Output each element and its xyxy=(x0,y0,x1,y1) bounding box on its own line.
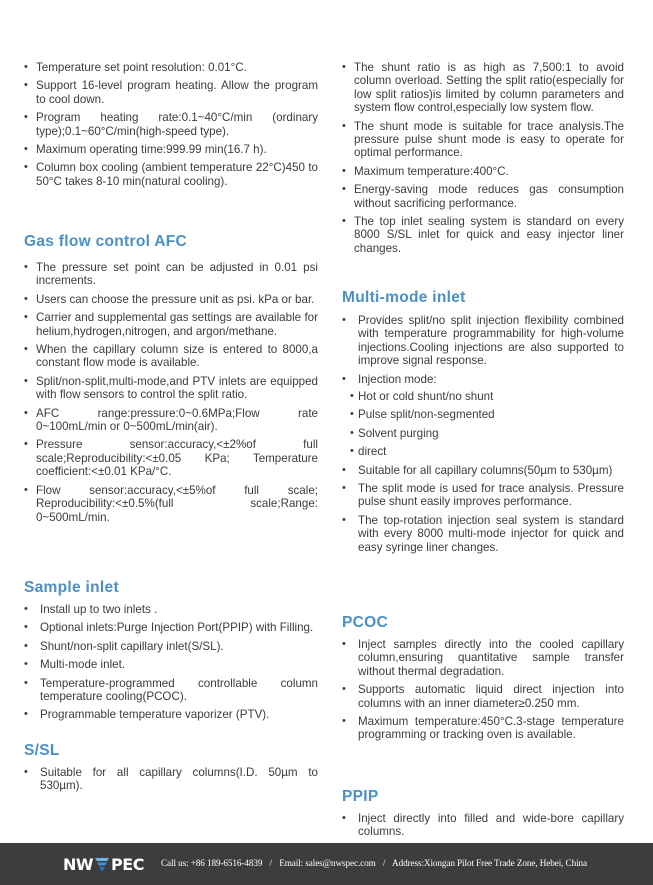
logo-text-left: NW xyxy=(63,854,94,874)
separator: / xyxy=(269,858,272,868)
list-item: • Install up to two inlets . xyxy=(24,603,318,616)
injection-mode-label: Injection mode: xyxy=(358,372,437,386)
list-item: • Pressure sensor:accuracy,<±2%of full scale;Reproducibility:<±0.05 KPa; Temperature coefficient:<±0.01 KPa/°C. xyxy=(24,438,318,478)
injection-mode-item: • Hot or cold shunt/no shunt xyxy=(342,390,624,403)
list-item: • Multi-mode inlet. xyxy=(24,658,318,671)
list-item: • Carrier and supplemental gas settings are available for helium,hydrogen,nitrogen, and argon/methane. xyxy=(24,311,318,338)
phone-text[interactable]: Call us: +86 189-6516-4839 xyxy=(161,858,263,868)
list-item: • Column box cooling (ambient temperature 22°C)450 to 50°C takes 8-10 min(natural cooling). xyxy=(24,161,318,188)
multimode-heading: Multi-mode inlet xyxy=(342,289,466,306)
list-item xyxy=(342,373,624,459)
afc-list xyxy=(24,261,318,524)
list-item: • Maximum temperature:450°C.3-stage temperature programming or tracking oven is available. xyxy=(342,715,624,742)
list-item: • Maximum operating time:999.99 min(16.7 h). xyxy=(24,143,318,156)
list-item: • The split mode is used for trace analysis. Pressure pulse shunt easily improves performance. xyxy=(342,482,624,509)
afc-heading: Gas flow control AFC xyxy=(24,233,188,250)
list-item: • Inject samples directly into the cooled capillary column,ensuring quantitative sample transfer without thermal degradation. xyxy=(342,638,624,678)
ssl-continued-list xyxy=(342,61,624,255)
multimode-section xyxy=(342,289,624,559)
list-item: • Programmable temperature vaporizer (PTV). xyxy=(24,708,318,721)
ssl-list xyxy=(24,766,318,793)
company-logo xyxy=(63,855,144,873)
list-item: • The shunt ratio is as high as 7,500:1 to avoid column overload. Setting the split ratio(especially for low split ratios)is limited by column parameters and system flow control,especially low system flow. xyxy=(342,61,624,115)
sample-inlet-section xyxy=(24,579,318,727)
list-item: • Suitable for all capillary columns(I.D. 50µm to 530µm). xyxy=(24,766,318,793)
injection-mode-item: • Pulse split/non-segmented xyxy=(342,408,624,421)
pcoc-heading: PCOC xyxy=(342,614,388,631)
injection-mode-list xyxy=(342,390,624,459)
pcoc-list xyxy=(342,638,624,742)
list-item: • Maximum temperature:400°C. xyxy=(342,165,624,178)
oven-list xyxy=(24,61,318,188)
ssl-section xyxy=(24,742,318,798)
ppip-heading: PPIP xyxy=(342,788,379,805)
injection-mode-item: • direct xyxy=(342,445,624,458)
logo-text-right: PEC xyxy=(111,854,144,874)
list-item: • Supports automatic liquid direct injection into columns with an inner diameter≥0.250 mm. xyxy=(342,683,624,710)
afc-section xyxy=(24,233,318,529)
ppip-section xyxy=(342,788,624,844)
list-item: • Temperature-programmed controllable column temperature cooling(PCOC). xyxy=(24,677,318,704)
footer-bar xyxy=(0,843,653,885)
funnel-s-icon xyxy=(94,856,110,872)
sample-inlet-list xyxy=(24,603,318,722)
list-item: • Suitable for all capillary columns(50µm to 530µm) xyxy=(342,464,624,477)
ssl-continued-section xyxy=(342,61,624,260)
injection-mode-item: • Solvent purging xyxy=(342,427,624,440)
list-item: • The top inlet sealing system is standard on every 8000 S/SL inlet for quick and easy injector liner changes. xyxy=(342,215,624,255)
contact-info xyxy=(161,858,587,868)
list-item: • Split/non-split,multi-mode,and PTV inlets are equipped with flow sensors to control the split ratio. xyxy=(24,375,318,402)
list-item: • Support 16-level program heating. Allow the program to cool down. xyxy=(24,79,318,106)
ssl-heading: S/SL xyxy=(24,742,60,759)
list-item: • AFC range:pressure:0~0.6MPa;Flow rate 0~100mL/min or 0~500mL/min(air). xyxy=(24,407,318,434)
list-item: • Program heating rate:0.1~40°C/min (ordinary type);0.1~60°C/min(high-speed type). xyxy=(24,111,318,138)
list-item: • Users can choose the pressure unit as psi. kPa or bar. xyxy=(24,293,318,306)
list-item: • Flow sensor:accuracy,<±5%of full scale; Reproducibility:<±0.5%(full scale;Range: 0~500mL/min. xyxy=(24,484,318,524)
pcoc-section xyxy=(342,614,624,747)
separator: / xyxy=(382,858,386,868)
oven-section xyxy=(24,61,318,193)
address-text: Address:Xiongan Pilot Free Trade Zone, Hebei, China xyxy=(392,858,588,868)
list-item: • When the capillary column size is entered to 8000,a constant flow mode is available. xyxy=(24,343,318,370)
list-item: • Provides split/no split injection flexibility combined with temperature programmability for high-volume injections.Cooling injections are also supported to improve signal response. xyxy=(342,314,624,368)
list-item: • Temperature set point resolution: 0.01°C. xyxy=(24,61,318,74)
list-item: • The top-rotation injection seal system is standard with every 8000 multi-mode injector for quick and easy syringe liner changes. xyxy=(342,514,624,554)
list-item: • Energy-saving mode reduces gas consumption without sacrificing performance. xyxy=(342,183,624,210)
email-text[interactable]: Email: sales@nwspec.com xyxy=(279,858,376,868)
list-item: • The pressure set point can be adjusted in 0.01 psi increments. xyxy=(24,261,318,288)
list-item: • Optional inlets:Purge Injection Port(PPIP) with Filling. xyxy=(24,621,318,634)
list-item: • Inject directly into filled and wide-bore capillary columns. xyxy=(342,812,624,839)
list-item: • Shunt/non-split capillary inlet(S/SL). xyxy=(24,640,318,653)
list-item: • The shunt mode is suitable for trace analysis.The pressure pulse shunt mode is easy to operate for optimal performance. xyxy=(342,120,624,160)
sample-inlet-heading: Sample inlet xyxy=(24,579,119,596)
ppip-list xyxy=(342,812,624,839)
multimode-list xyxy=(342,314,624,554)
